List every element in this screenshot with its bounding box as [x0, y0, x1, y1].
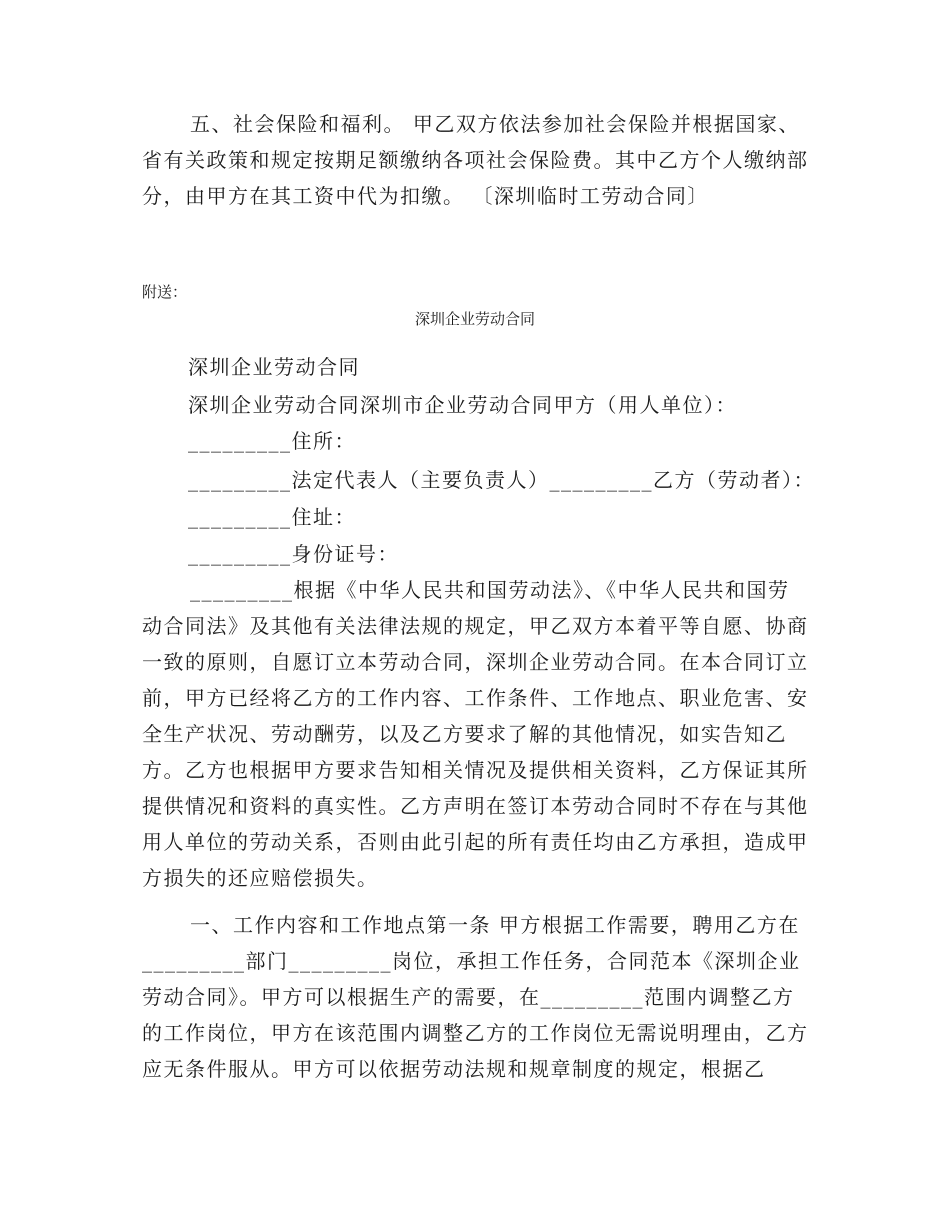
legal-rep-party-b-line: _________法定代表人（主要负责人）_________乙方（劳动者）：: [188, 468, 815, 492]
attachment-label: 附送：: [142, 283, 188, 301]
section-social-insurance: 五、社会保险和福利。 甲乙双方依法参加社会保险并根据国家、省有关政策和规定按期足额缴纳各项社会保险费。其中乙方个人缴纳部分，由甲方在其工资中代为扣缴。 〔深圳临时工劳动合同〕: [142, 112, 809, 208]
party-a-address-line: _________住所：: [188, 429, 356, 453]
contract-heading: 深圳企业劳动合同: [188, 355, 360, 379]
contract-party-a-line: 深圳企业劳动合同深圳市企业劳动合同甲方（用人单位）：: [188, 393, 737, 417]
contract-preamble: _________根据《中华人民共和国劳动法》、《中华人民共和国劳动合同法》及其他有关法律法规的规定，甲乙双方本着平等自愿、协商一致的原则，自愿订立本劳动合同，深圳企业劳动合同。在本合同订立前，甲方已经将乙方的工作内容、工作条件、工作地点、职业危害、安全生产状况、劳动酬劳，以及乙方要求了解的其他情况，如实告知乙方。乙方也根据甲方要求告知相关情况及提供相关资料，乙方保证其所提供情况和资料的真实性。乙方声明在签订本劳动合同时不存在与其他用人单位的劳动关系，否则由此引起的所有责任均由乙方承担，造成甲方损失的还应赔偿损失。: [142, 578, 809, 890]
party-b-address-line: _________住址：: [188, 505, 356, 529]
party-b-id-line: _________身份证号：: [188, 542, 399, 566]
article-1-work-content: 一、工作内容和工作地点第一条 甲方根据工作需要，聘用乙方在_________部门_________岗位，承担工作任务，合同范本《深圳企业劳动合同》。甲方可以根据生产的需要，在_________范围内调整乙方的工作岗位，甲方在该范围内调整乙方的工作岗位无需说明理由，乙方应无条件服从。甲方可以依据劳动法规和规章制度的规定，根据乙: [142, 913, 809, 1081]
attachment-title: 深圳企业劳动合同: [414, 310, 535, 328]
